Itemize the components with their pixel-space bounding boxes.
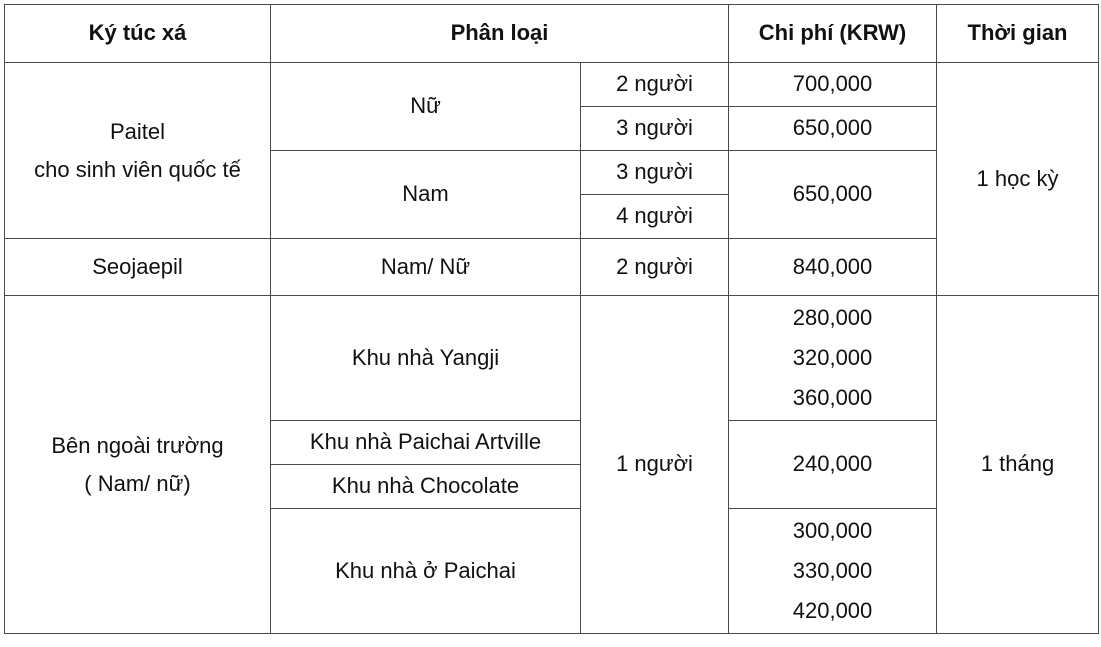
outside-name-cell — [5, 296, 271, 634]
dormitory-cost-table — [4, 4, 1099, 634]
paichai-cost: 300,000 — [792, 518, 873, 543]
yangji-cost: 360,000 — [792, 385, 873, 410]
outside-name-sub: ( Nam/ nữ) — [84, 470, 191, 496]
paitel-female-cost-2: 700,000 — [729, 63, 937, 107]
artville-building: Khu nhà Paichai Artville — [271, 421, 581, 465]
paichai-cost: 420,000 — [792, 598, 873, 623]
seojaepil-room: 2 người — [581, 239, 729, 296]
header-time: Thời gian — [937, 5, 1099, 63]
yangji-cost: 280,000 — [792, 305, 873, 330]
header-cost: Chi phí (KRW) — [729, 5, 937, 63]
outside-room: 1 người — [581, 296, 729, 634]
paitel-name: Paitel — [109, 118, 166, 144]
paitel-female-cost-3: 650,000 — [729, 107, 937, 151]
paichai-cost: 330,000 — [792, 558, 873, 583]
header-type: Phân loại — [271, 5, 729, 63]
paichai-building: Khu nhà ở Paichai — [271, 509, 581, 634]
paitel-male-room-4: 4 người — [581, 195, 729, 239]
paitel-male-cost: 650,000 — [729, 151, 937, 239]
paitel-female-room-3: 3 người — [581, 107, 729, 151]
paitel-female-room-2: 2 người — [581, 63, 729, 107]
paitel-name-cell — [5, 63, 271, 239]
paitel-name-sub: cho sinh viên quốc tế — [34, 156, 241, 182]
chocolate-building: Khu nhà Chocolate — [271, 465, 581, 509]
artville-chocolate-cost: 240,000 — [729, 421, 937, 509]
outside-name: Bên ngoài trường — [51, 432, 224, 458]
month-duration: 1 tháng — [937, 296, 1099, 634]
yangji-costs — [729, 296, 937, 421]
seojaepil-gender: Nam/ Nữ — [271, 239, 581, 296]
paitel-female: Nữ — [271, 63, 581, 151]
seojaepil-cost: 840,000 — [729, 239, 937, 296]
header-dorm: Ký túc xá — [5, 5, 271, 63]
paitel-male-room-3: 3 người — [581, 151, 729, 195]
yangji-building: Khu nhà Yangji — [271, 296, 581, 421]
paichai-costs — [729, 509, 937, 634]
paitel-male: Nam — [271, 151, 581, 239]
yangji-cost: 320,000 — [792, 345, 873, 370]
seojaepil-name: Seojaepil — [5, 239, 271, 296]
semester-duration: 1 học kỳ — [937, 63, 1099, 296]
